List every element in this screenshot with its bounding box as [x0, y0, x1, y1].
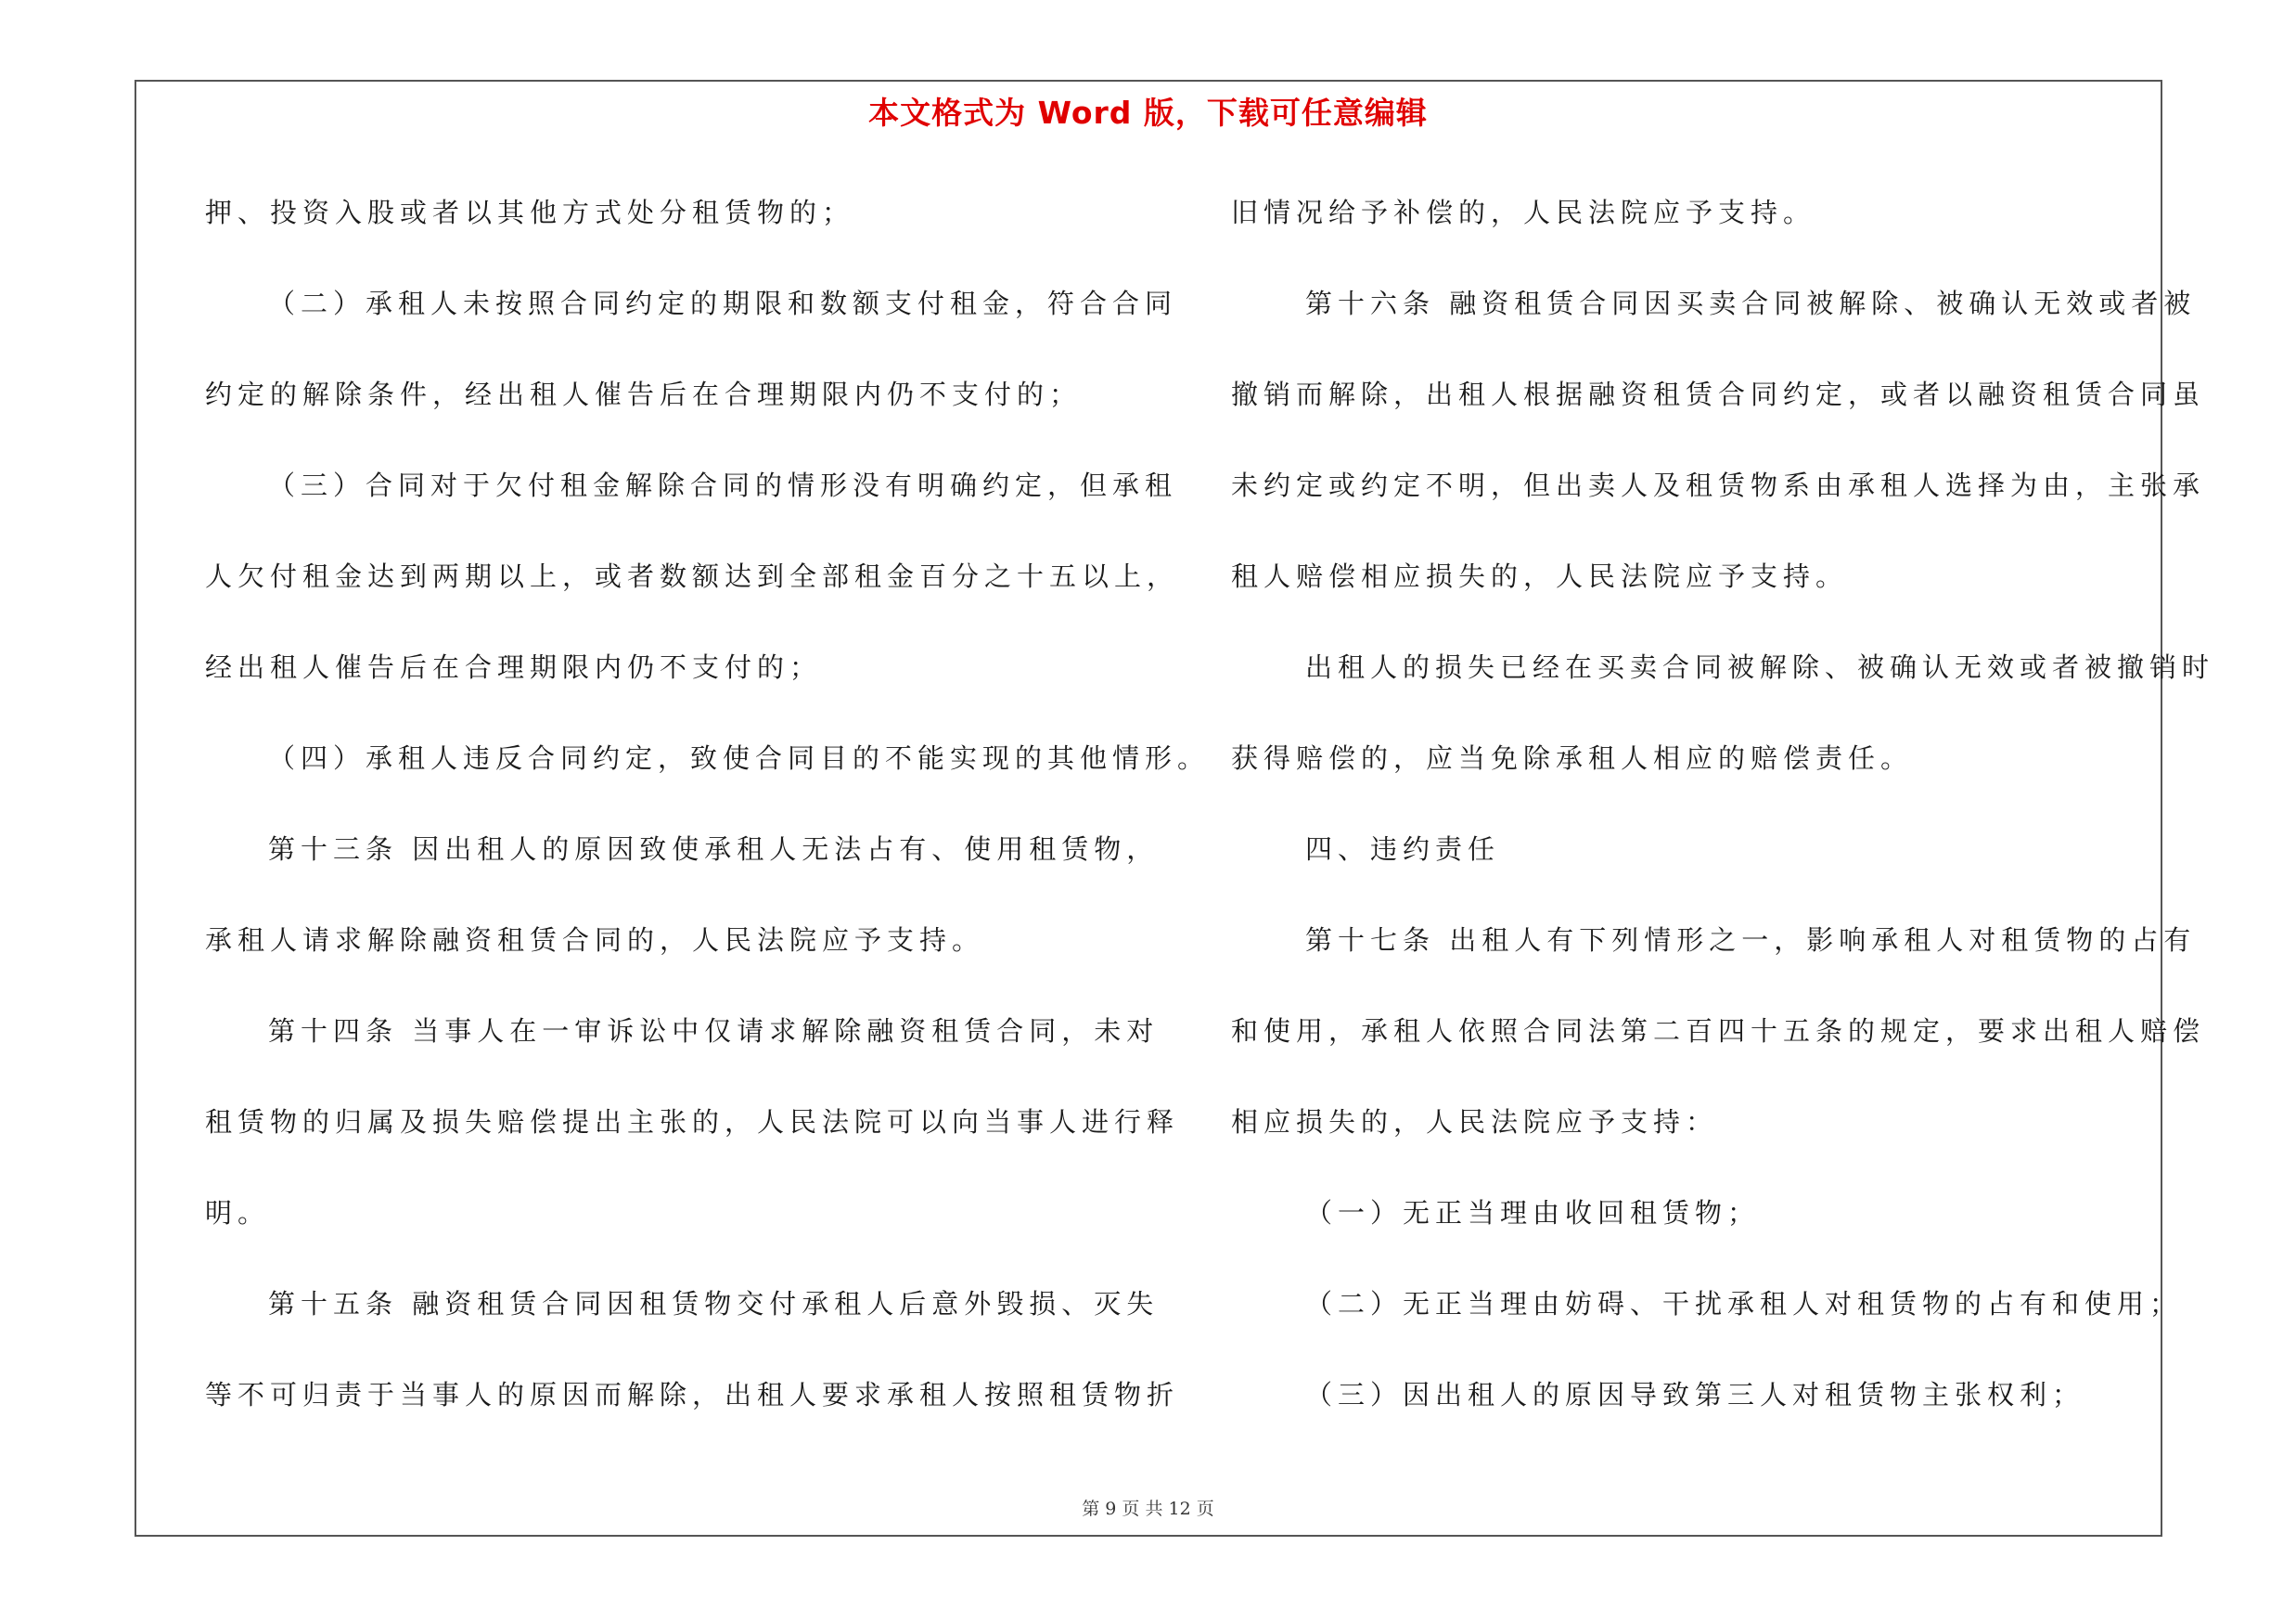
text-line: 明。	[205, 1197, 271, 1229]
text-line: 第十七条 出租人有下列情形之一，影响承租人对租赁物的占有	[1305, 924, 2197, 956]
text-line: （一）无正当理由收回租赁物；	[1305, 1197, 1761, 1229]
text-line: 等不可归责于当事人的原因而解除，出租人要求承租人按照租赁物折	[205, 1379, 1180, 1410]
text-line: 第十五条 融资租赁合同因租赁物交付承租人后意外毁损、灭失	[268, 1288, 1160, 1320]
text-line: （二）承租人未按照合同约定的期限和数额支付租金，符合合同	[268, 288, 1178, 319]
page-number-footer: 第 9 页 共 12 页	[1082, 1499, 1214, 1519]
text-line: 约定的解除条件，经出租人催告后在合理期限内仍不支付的；	[205, 379, 1083, 410]
text-line: 获得赔偿的，应当免除承租人相应的赔偿责任。	[1231, 742, 1914, 774]
text-line: 出租人的损失已经在买卖合同被解除、被确认无效或者被撤销时	[1305, 651, 2215, 683]
left-text-column	[205, 185, 1211, 1458]
text-line: （二）无正当理由妨碍、干扰承租人对租赁物的占有和使用；	[1305, 1288, 2183, 1320]
text-line: （四）承租人违反合同约定，致使合同目的不能实现的其他情形。	[268, 742, 1211, 774]
text-line: 租人赔偿相应损失的，人民法院应予支持。	[1231, 560, 1849, 592]
text-line: 租赁物的归属及损失赔偿提出主张的，人民法院可以向当事人进行释	[205, 1106, 1180, 1138]
text-line: 旧情况给予补偿的，人民法院应予支持。	[1231, 197, 1816, 228]
text-line: 撤销而解除，出租人根据融资租赁合同约定，或者以融资租赁合同虽	[1231, 379, 2206, 410]
text-line: 未约定或约定不明，但出卖人及租赁物系由承租人选择为由，主张承	[1231, 470, 2206, 501]
text-line: （三）因出租人的原因导致第三人对租赁物主张权利；	[1305, 1379, 2085, 1410]
text-line: （三）合同对于欠付租金解除合同的情形没有明确约定，但承租	[268, 470, 1178, 501]
text-line: 承租人请求解除融资租赁合同的，人民法院应予支持。	[205, 924, 985, 956]
text-line: 第十四条 当事人在一审诉讼中仅请求解除融资租赁合同，未对	[268, 1015, 1160, 1047]
right-text-column	[1231, 185, 2215, 1458]
text-line: 经出租人催告后在合理期限内仍不支付的；	[205, 651, 823, 683]
text-line: 第十六条 融资租赁合同因买卖合同被解除、被确认无效或者被	[1305, 288, 2197, 319]
text-line: 押、投资入股或者以其他方式处分租赁物的；	[205, 197, 855, 228]
editable-notice-banner: 本文格式为 Word 版，下载可任意编辑	[868, 95, 1428, 131]
text-line: 和使用，承租人依照合同法第二百四十五条的规定，要求出租人赔偿	[1231, 1015, 2206, 1047]
text-line: 四、违约责任	[1305, 833, 1501, 865]
text-line: 相应损失的，人民法院应予支持：	[1231, 1106, 1719, 1138]
text-line: 人欠付租金达到两期以上，或者数额达到全部租金百分之十五以上，	[205, 560, 1180, 592]
text-line: 第十三条 因出租人的原因致使承租人无法占有、使用租赁物，	[268, 833, 1160, 865]
